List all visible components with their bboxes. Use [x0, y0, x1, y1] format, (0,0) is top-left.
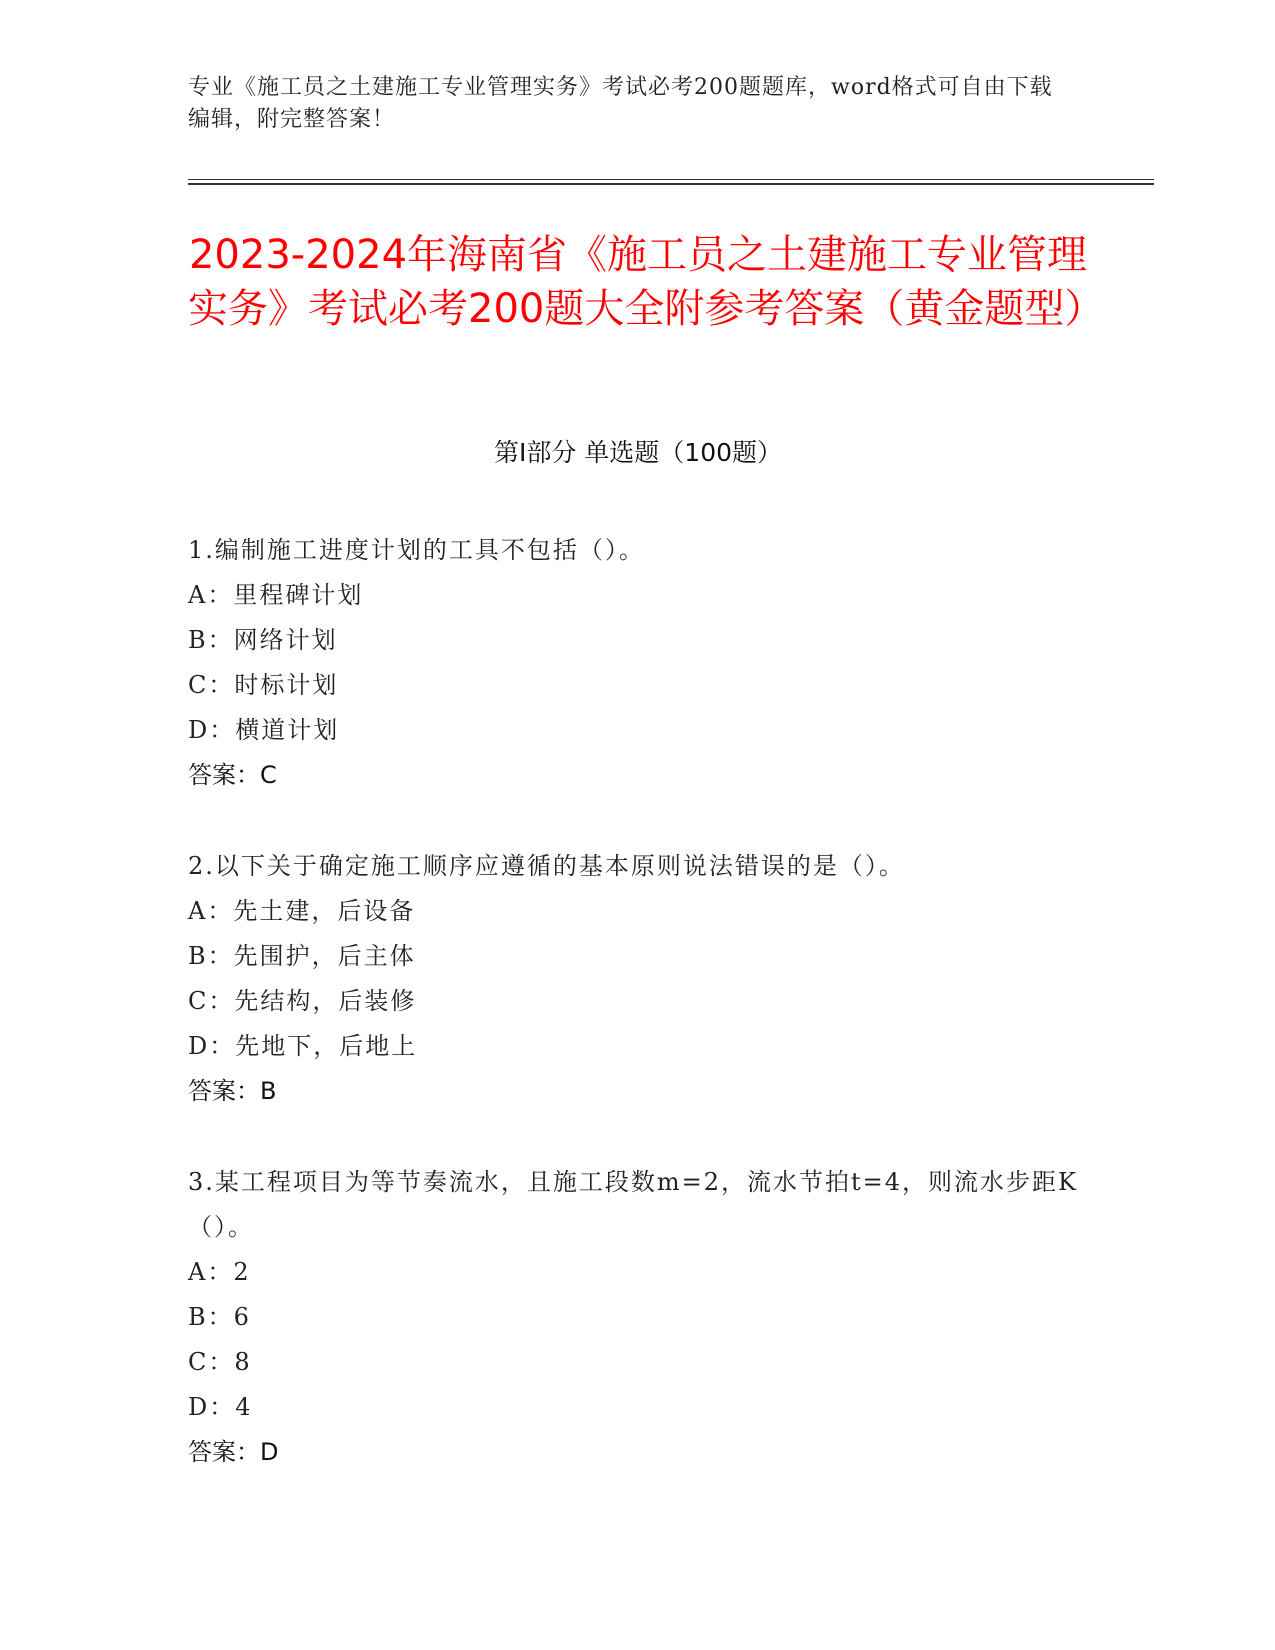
question-stem: 2.以下关于确定施工顺序应遵循的基本原则说法错误的是（）。: [188, 852, 905, 880]
document-title: 2023-2024年海南省《施工员之土建施工专业管理实务》考试必考200题大全附参考答案（黄金题型）: [188, 232, 1105, 332]
option-b: B：网络计划: [188, 626, 338, 654]
question-3: [188, 1160, 1088, 1475]
question-1: [188, 528, 1088, 798]
header-note: 专业《施工员之土建施工专业管理实务》考试必考200题题库，word格式可自由下载编辑，附完整答案！: [188, 75, 1053, 132]
question-stem: 3.某工程项目为等节奏流水，且施工段数m=2，流水节拍t=4，则流水步距K（）。: [188, 1168, 1078, 1241]
header-rule-thick: [188, 183, 1154, 185]
question-stem: 1.编制施工进度计划的工具不包括（）。: [188, 536, 645, 564]
option-b: B：6: [188, 1303, 251, 1331]
answer: 答案：B: [188, 1077, 277, 1105]
header-rule-thin: [188, 179, 1154, 180]
option-d: D：先地下，后地上: [188, 1032, 418, 1060]
answer: 答案：C: [188, 761, 277, 789]
question-2: [188, 844, 1088, 1114]
option-c: C：时标计划: [188, 671, 339, 699]
option-a: A：先土建，后设备: [188, 897, 416, 925]
option-c: C：先结构，后装修: [188, 987, 417, 1015]
option-c: C：8: [188, 1348, 252, 1376]
option-a: A：2: [188, 1258, 251, 1286]
option-d: D：横道计划: [188, 716, 340, 744]
section-title: 第I部分 单选题（100题）: [493, 438, 783, 467]
option-d: D：4: [188, 1393, 253, 1421]
option-b: B：先围护，后主体: [188, 942, 416, 970]
answer: 答案：D: [188, 1438, 279, 1466]
question-list: [188, 528, 1088, 1521]
option-a: A：里程碑计划: [188, 581, 364, 609]
